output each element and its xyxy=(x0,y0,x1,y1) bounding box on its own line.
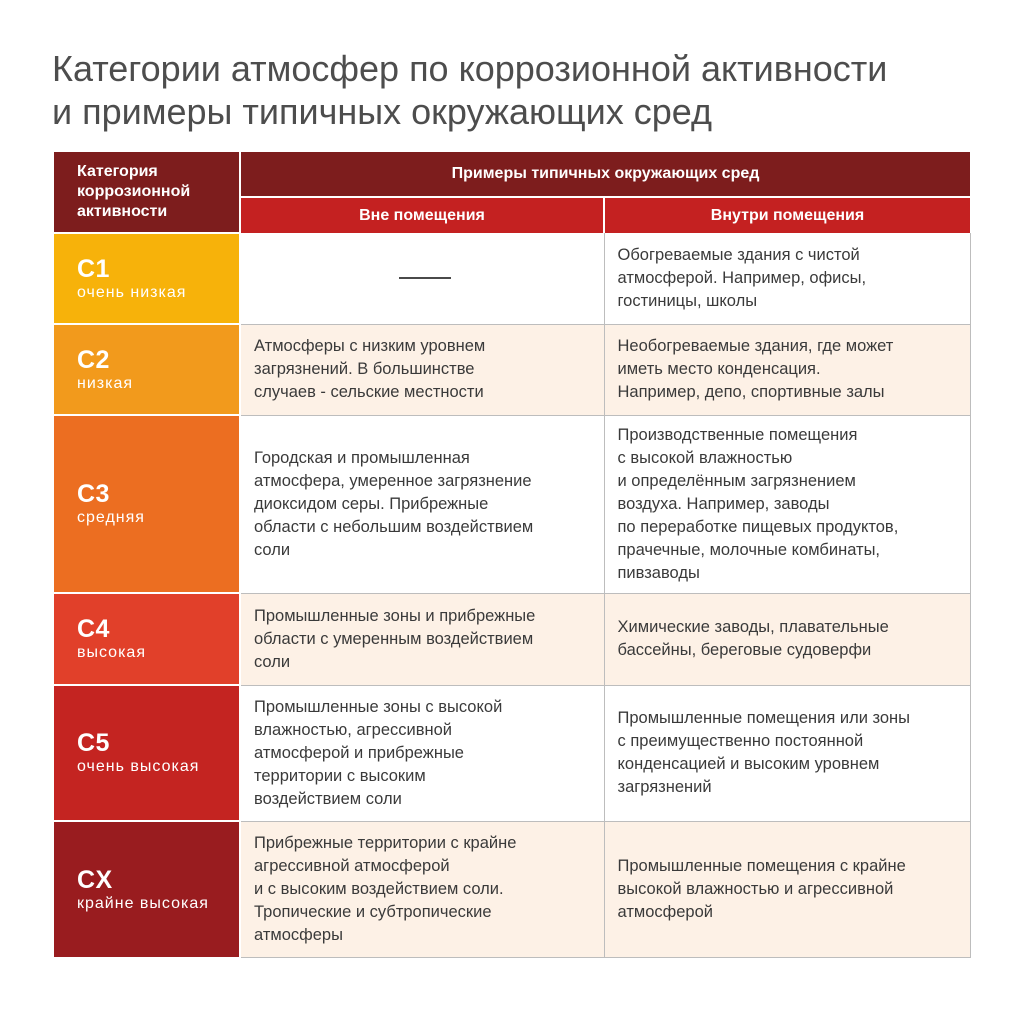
indoor-cell xyxy=(604,685,970,821)
category-label: низкая xyxy=(77,374,134,392)
category-label: крайне высокая xyxy=(77,894,209,912)
category-cell xyxy=(54,233,240,324)
category-code: C4 xyxy=(77,615,110,643)
indoor-text-line: Химические заводы, плавательные xyxy=(617,618,889,636)
outdoor-text-line: Атмосферы с низким уровнем xyxy=(254,337,486,355)
outdoor-cell xyxy=(240,593,604,685)
header-examples: Примеры типичных окружающих сред xyxy=(240,152,970,197)
outdoor-text-line: диоксидом серы. Прибрежные xyxy=(254,494,489,513)
outdoor-cell xyxy=(240,233,604,324)
indoor-text-line: бассейны, береговые судоверфи xyxy=(617,641,872,659)
indoor-text-line: атмосферой xyxy=(617,902,713,921)
indoor-cell xyxy=(604,821,970,957)
outdoor-text-line: соли xyxy=(254,540,291,559)
table-row xyxy=(54,821,970,957)
outdoor-text-line: и с высоким воздействием соли. xyxy=(254,879,504,898)
indoor-text-line: с высокой влажностью xyxy=(617,448,793,467)
indoor-text-line: Обогреваемые здания с чистой xyxy=(617,245,860,264)
category-cell xyxy=(54,685,240,821)
title-line-2: и примеры типичных окружающих сред xyxy=(52,91,713,132)
outdoor-text-line: Городская и промышленная xyxy=(254,448,470,467)
category-cell xyxy=(54,415,240,593)
category-code: C1 xyxy=(77,254,110,283)
category-code: C5 xyxy=(77,729,110,757)
header-category-line: активности xyxy=(77,203,168,220)
table-row xyxy=(54,233,970,324)
outdoor-text-line: атмосфера, умеренное загрязнение xyxy=(254,471,532,490)
category-cell xyxy=(54,324,240,415)
header-category-line: Категория xyxy=(77,163,158,180)
table-row xyxy=(54,593,970,685)
indoor-text-line: высокой влажностью и агрессивной xyxy=(617,879,894,898)
outdoor-text-line: Промышленные зоны с высокой xyxy=(254,697,503,716)
indoor-text-line: воздуха. Например, заводы xyxy=(617,494,830,513)
indoor-text-line: прачечные, молочные комбинаты, xyxy=(617,540,881,559)
indoor-cell xyxy=(604,324,970,415)
header-category xyxy=(54,152,240,233)
outdoor-text-line: Прибрежные территории с крайне xyxy=(254,833,517,852)
indoor-text-line: иметь место конденсация. xyxy=(617,360,821,378)
header-outdoor: Вне помещения xyxy=(240,197,604,233)
outdoor-text-line: Тропические и субтропические xyxy=(254,902,492,921)
outdoor-text-line: Промышленные зоны и прибрежные xyxy=(254,606,536,625)
indoor-text-line: загрязнений xyxy=(617,778,712,796)
title-line-1: Категории атмосфер по коррозионной активности xyxy=(52,48,888,89)
outdoor-text-line: атмосферы xyxy=(254,925,343,944)
outdoor-text-line: влажностью, агрессивной xyxy=(254,720,452,739)
outdoor-text-line: агрессивной атмосферой xyxy=(254,856,450,875)
indoor-text-line: Необогреваемые здания, где может xyxy=(617,337,894,355)
category-label: средняя xyxy=(77,509,145,526)
indoor-text-line: Например, депо, спортивные залы xyxy=(617,383,885,401)
indoor-text-line: атмосферой. Например, офисы, xyxy=(617,268,867,287)
outdoor-text-line: области с умеренным воздействием xyxy=(254,629,534,648)
outdoor-text-line: загрязнений. В большинстве xyxy=(254,360,475,378)
outdoor-cell xyxy=(240,324,604,415)
indoor-text-line: и определённым загрязнением xyxy=(617,471,856,490)
outdoor-text-line: соли xyxy=(254,652,291,671)
outdoor-cell xyxy=(240,415,604,593)
indoor-text-line: Промышленные помещения с крайне xyxy=(617,856,906,875)
outdoor-text-line: воздействием соли xyxy=(254,789,402,808)
indoor-cell xyxy=(604,233,970,324)
page-title xyxy=(52,47,1002,133)
header-category-line: коррозионной xyxy=(77,183,191,200)
table-row xyxy=(54,415,970,593)
category-label: высокая xyxy=(77,644,146,661)
indoor-text-line: Промышленные помещения или зоны xyxy=(617,709,911,727)
category-code: C3 xyxy=(77,480,110,508)
indoor-text-line: пивзаводы xyxy=(617,563,700,582)
indoor-cell xyxy=(604,593,970,685)
corrosivity-table xyxy=(54,152,971,958)
category-code: C2 xyxy=(77,345,110,374)
category-cell xyxy=(54,593,240,685)
category-label: очень высокая xyxy=(77,758,200,775)
dash-icon xyxy=(399,277,451,279)
outdoor-cell xyxy=(240,685,604,821)
indoor-cell xyxy=(604,415,970,593)
outdoor-text-line: атмосферой и прибрежные xyxy=(254,743,464,762)
table-row xyxy=(54,324,970,415)
category-code: CX xyxy=(77,865,113,894)
category-cell xyxy=(54,821,240,957)
indoor-text-line: Производственные помещения xyxy=(617,425,858,444)
category-label: очень низкая xyxy=(77,283,187,301)
outdoor-text-line: территории с высоким xyxy=(254,766,426,785)
outdoor-text-line: области с небольшим воздействием xyxy=(254,517,534,536)
indoor-text-line: с преимущественно постоянной xyxy=(617,732,864,750)
header-indoor: Внутри помещения xyxy=(604,197,970,233)
indoor-text-line: конденсацией и высоким уровнем xyxy=(617,755,880,773)
indoor-text-line: по переработке пищевых продуктов, xyxy=(617,517,899,536)
table-row xyxy=(54,685,970,821)
outdoor-cell xyxy=(240,821,604,957)
outdoor-text-line: случаев - сельские местности xyxy=(254,383,484,401)
indoor-text-line: гостиницы, школы xyxy=(617,291,758,310)
